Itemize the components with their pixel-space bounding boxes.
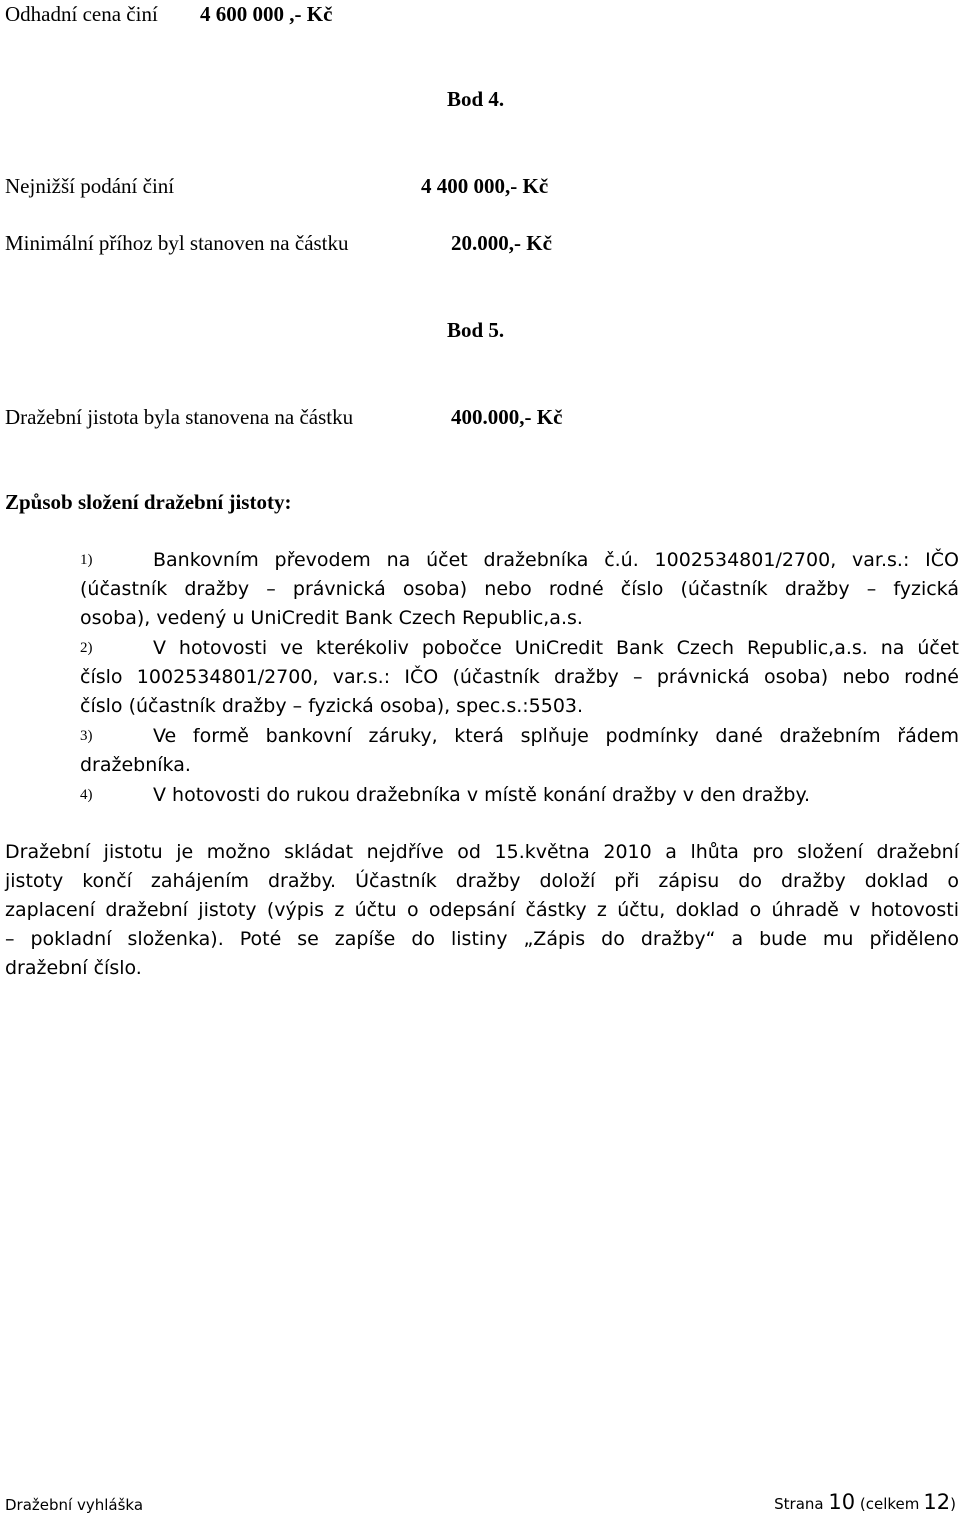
- list-item-number: 4): [80, 787, 93, 803]
- paragraph-line: zaplacení dražební jistoty (výpis z účtu o odepsání částky z účtu, doklad o úhradě v hotovosti: [5, 899, 959, 921]
- list-item-number: 1): [80, 552, 93, 568]
- list-item-line: Ve formě bankovní záruky, která splňuje podmínky dané dražebním řádem: [153, 725, 959, 747]
- bod4-heading: Bod 4.: [447, 87, 505, 111]
- deposit-method-heading: Způsob složení dražební jistoty:: [5, 490, 292, 514]
- footer-page-info: [774, 1492, 956, 1514]
- lowest-bid-value: 4 400 000,- Kč: [421, 174, 549, 198]
- estimated-price-value: 4 600 000 ,- Kč: [200, 2, 333, 26]
- paragraph-line: – pokladní složenka). Poté se zapíše do listiny „Zápis do dražby“ a bude mu přiděleno: [5, 928, 959, 950]
- bod5-heading: Bod 5.: [447, 318, 505, 342]
- list-item-line: V hotovosti do rukou dražebníka v místě konání dražby v den dražby.: [153, 784, 811, 806]
- min-increment-label: Minimální příhoz byl stanoven na částku: [5, 231, 349, 255]
- list-item-number: 3): [80, 728, 93, 744]
- lowest-bid-label: Nejnižší podání činí: [5, 174, 175, 198]
- footer-total-prefix: (celkem: [859, 1495, 920, 1513]
- footer-total-suffix: ): [950, 1495, 956, 1513]
- estimated-price-label: Odhadní cena činí: [5, 2, 158, 26]
- list-item-line: číslo (účastník dražby – fyzická osoba), spec.s.:5503.: [80, 695, 584, 717]
- footer-total-pages: 12: [923, 1490, 951, 1514]
- list-item-line: V hotovosti ve kterékoliv pobočce UniCredit Bank Czech Republic,a.s. na účet: [153, 637, 959, 659]
- list-item-number: 2): [80, 640, 93, 656]
- deposit-value: 400.000,- Kč: [451, 405, 563, 429]
- paragraph-line: Dražební jistotu je možno skládat nejdříve od 15.května 2010 a lhůta pro složení dražební: [5, 841, 959, 863]
- min-increment-value: 20.000,- Kč: [451, 231, 552, 255]
- list-item-line: osoba), vedený u UniCredit Bank Czech Republic,a.s.: [80, 607, 583, 629]
- list-item-line: číslo 1002534801/2700, var.s.: IČO (účastník dražby – právnická osoba) nebo rodné: [80, 666, 959, 688]
- list-item-line: (účastník dražby – právnická osoba) nebo rodné číslo (účastník dražby – fyzická: [80, 578, 959, 600]
- footer-page-number: 10: [828, 1490, 856, 1514]
- footer-page-prefix: Strana: [774, 1495, 824, 1513]
- list-item-line: Bankovním převodem na účet dražebníka č.ú. 1002534801/2700, var.s.: IČO: [153, 549, 959, 571]
- list-item-line: dražebníka.: [80, 754, 191, 776]
- footer-document-title: Dražební vyhláška: [5, 1496, 144, 1514]
- paragraph-line: jistoty končí zahájením dražby. Účastník dražby doloží při zápisu do dražby doklad o: [5, 870, 959, 892]
- deposit-label: Dražební jistota byla stanovena na částku: [5, 405, 354, 429]
- paragraph-line: dražební číslo.: [5, 957, 142, 979]
